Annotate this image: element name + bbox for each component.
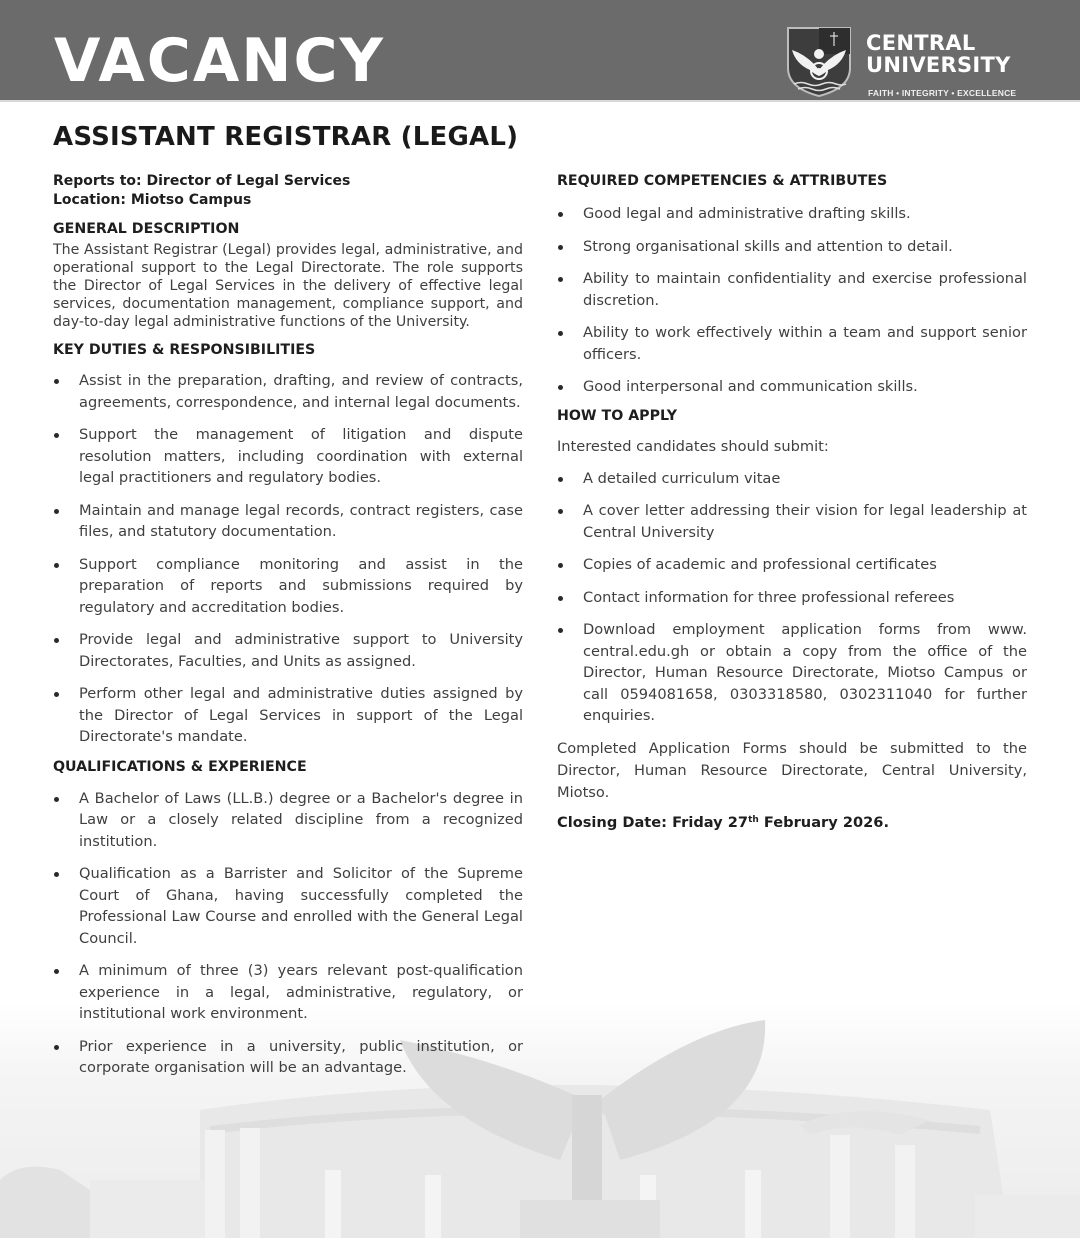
competencies-heading: REQUIRED COMPETENCIES & ATTRIBUTES — [557, 173, 888, 189]
list-item: A detailed curriculum vitae — [557, 468, 1027, 490]
eagle-crest-icon — [784, 24, 854, 98]
university-name-line1: CENTRAL — [866, 31, 976, 55]
bullet-icon — [54, 563, 59, 568]
list-item: Qualification as a Barrister and Solicitor of the Supreme Court of Ghana, having successfully completed the Professional Law Course and enrolled with the General Legal Council. — [53, 863, 523, 949]
list-item: A minimum of three (3) years relevant post-qualification experience in a legal, administrative, regulatory, or institutional work environment. — [53, 960, 523, 1025]
bullet-icon — [54, 969, 59, 974]
bullet-icon — [558, 277, 563, 282]
how-to-apply-intro: Interested candidates should submit: — [557, 437, 829, 455]
bullet-icon — [54, 638, 59, 643]
list-item: Ability to work effectively within a team and support senior officers. — [557, 322, 1027, 365]
bullet-icon — [54, 692, 59, 697]
closing-date: Closing Date: Friday 27th February 2026. — [557, 813, 890, 831]
competencies-list — [557, 203, 1027, 398]
header-banner — [0, 0, 1080, 102]
list-item: Maintain and manage legal records, contract registers, case files, and statutory documentation. — [53, 500, 523, 543]
bullet-icon — [558, 331, 563, 336]
qualifications-list — [53, 788, 523, 1079]
list-item: Support the management of litigation and dispute resolution matters, including coordination with external legal practitioners and regulatory bodies. — [53, 424, 523, 489]
list-item: Provide legal and administrative support to University Directorates, Faculties, and Units as assigned. — [53, 629, 523, 672]
qualifications-heading: QUALIFICATIONS & EXPERIENCE — [53, 758, 307, 775]
how-to-apply-heading: HOW TO APPLY — [557, 407, 678, 424]
list-item: Contact information for three professional referees — [557, 587, 1027, 609]
bullet-icon — [558, 628, 563, 633]
list-item: Download employment application forms from www. central.edu.gh or obtain a copy from the office of the Director, Human Resource Directorate, Miotso Campus or call 0594081658, 0303318580, 0302311040 for further enquiries. — [557, 619, 1027, 727]
list-item: Strong organisational skills and attention to detail. — [557, 236, 1027, 258]
location: Location: Miotso Campus — [53, 192, 252, 208]
bullet-icon — [54, 379, 59, 384]
job-title: ASSISTANT REGISTRAR (LEGAL) — [53, 122, 519, 152]
bullet-icon — [54, 797, 59, 802]
list-item: A Bachelor of Laws (LL.B.) degree or a Bachelor's degree in Law or a closely related discipline from a recognized institution. — [53, 788, 523, 853]
university-name — [866, 32, 1011, 76]
university-tagline: FAITH • INTEGRITY • EXCELLENCE — [868, 88, 1017, 98]
bullet-icon — [558, 563, 563, 568]
bullet-icon — [558, 509, 563, 514]
bullet-icon — [558, 212, 563, 217]
list-item: Ability to maintain confidentiality and exercise professional discretion. — [557, 268, 1027, 311]
key-duties-heading: KEY DUTIES & RESPONSIBILITIES — [53, 342, 316, 358]
reports-to: Reports to: Director of Legal Services — [53, 173, 351, 189]
list-item: Assist in the preparation, drafting, and review of contracts, agreements, correspondence, and internal legal documents. — [53, 370, 523, 413]
list-item: Copies of academic and professional certificates — [557, 554, 1027, 576]
submission-note: Completed Application Forms should be submitted to the Director, Human Resource Directorate, Central University, Miotso. — [557, 739, 1027, 801]
list-item: Perform other legal and administrative duties assigned by the Director of Legal Services in support of the Legal Directorate's mandate. — [53, 683, 523, 748]
list-item: Good interpersonal and communication skills. — [557, 376, 1027, 398]
right-column — [557, 172, 1027, 831]
how-to-apply-list — [557, 468, 1027, 727]
general-description-text: The Assistant Registrar (Legal) provides legal, administrative, and operational support to the Legal Directorate. The role supports the Director of Legal Services in the delivery of effective legal services, documentation management, compliance support, and day-to-day legal administrative functions of the University. — [53, 242, 523, 330]
key-duties-list — [53, 370, 523, 748]
general-description-heading: GENERAL DESCRIPTION — [53, 221, 240, 237]
bullet-icon — [558, 477, 563, 482]
list-item: A cover letter addressing their vision for legal leadership at Central University — [557, 500, 1027, 543]
university-logo — [784, 24, 1064, 100]
vacancy-heading: VACANCY — [54, 26, 385, 96]
university-name-line2: UNIVERSITY — [866, 53, 1011, 77]
bullet-icon — [558, 596, 563, 601]
list-item: Good legal and administrative drafting skills. — [557, 203, 1027, 225]
bullet-icon — [54, 872, 59, 877]
bullet-icon — [54, 509, 59, 514]
list-item: Prior experience in a university, public institution, or corporate organisation will be an advantage. — [53, 1036, 523, 1079]
bullet-icon — [558, 245, 563, 250]
list-item: Support compliance monitoring and assist in the preparation of reports and submissions required by regulatory and accreditation bodies. — [53, 554, 523, 619]
bullet-icon — [54, 1045, 59, 1050]
bullet-icon — [54, 433, 59, 438]
bullet-icon — [558, 385, 563, 390]
left-column — [53, 172, 523, 1090]
